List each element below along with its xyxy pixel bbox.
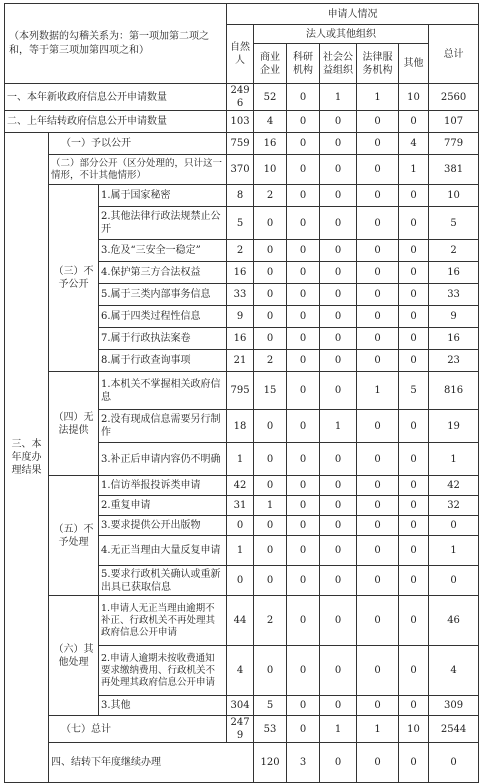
- cell: 2: [254, 596, 287, 646]
- table-row: [5, 133, 479, 155]
- cell: 0: [287, 476, 320, 496]
- cell: 816: [429, 372, 479, 410]
- row-label: 8.属于行政查询事项: [99, 350, 227, 372]
- cell: 0: [320, 350, 357, 372]
- cell: 2496: [227, 84, 254, 111]
- cell: 31: [227, 496, 254, 516]
- row-label: （一）予以公开: [49, 133, 227, 155]
- row-label: 四、结转下年度继续办理: [49, 743, 254, 783]
- row-label: （二）部分公开（区分处理的，只计这一情形，不计其他情形）: [49, 155, 227, 185]
- cell: 381: [429, 155, 479, 185]
- cell: 0: [254, 306, 287, 328]
- row-label: 二、上年结转政府信息公开申请数量: [5, 111, 227, 133]
- cell: 16: [227, 262, 254, 284]
- cell: 0: [399, 284, 429, 306]
- table-row: [5, 155, 479, 185]
- cell: 23: [429, 350, 479, 372]
- cell: 0: [287, 207, 320, 240]
- cell: 0: [287, 306, 320, 328]
- cell: 33: [227, 284, 254, 306]
- cell: 4: [254, 111, 287, 133]
- cell: 0: [287, 111, 320, 133]
- table-row: [5, 596, 479, 646]
- cell: 0: [320, 496, 357, 516]
- row-label: 3.其他: [99, 696, 227, 716]
- cell: 1: [399, 155, 429, 185]
- cell: 16: [254, 133, 287, 155]
- cell: 0: [287, 536, 320, 566]
- cell: 0: [287, 155, 320, 185]
- applicant-header: 申请人情况: [227, 4, 479, 25]
- cell: 0: [287, 84, 320, 111]
- cell: 0: [399, 443, 429, 476]
- section-3-label: 三、本年度办理结果: [5, 133, 49, 783]
- cell: 2: [254, 350, 287, 372]
- cell: 0: [254, 410, 287, 443]
- research-header: 科研机构: [287, 44, 320, 84]
- cell: 16: [429, 328, 479, 350]
- cell: 0: [399, 240, 429, 262]
- cell: 0: [287, 350, 320, 372]
- cell: 4: [227, 646, 254, 696]
- cell: 46: [429, 596, 479, 646]
- cell: 10: [399, 716, 429, 743]
- natural-person-header: 自然人: [227, 25, 254, 84]
- group-label: （五）不予处理: [49, 476, 99, 596]
- cell: 370: [227, 155, 254, 185]
- cell: 0: [320, 155, 357, 185]
- cell: 107: [429, 111, 479, 133]
- group-label: （四）无法提供: [49, 372, 99, 476]
- cell: 0: [254, 328, 287, 350]
- cell: 0: [287, 596, 320, 646]
- cell: 120: [254, 743, 287, 783]
- cell: 0: [287, 696, 320, 716]
- row-label: 1.本机关不掌握相关政府信息: [99, 372, 227, 410]
- cell: 0: [399, 476, 429, 496]
- cell: 0: [320, 443, 357, 476]
- cell: 304: [227, 696, 254, 716]
- cell: 0: [429, 516, 479, 536]
- table-row: [5, 743, 479, 783]
- cell: 0: [320, 133, 357, 155]
- cell: 0: [254, 284, 287, 306]
- cell: 2479: [227, 716, 254, 743]
- cell: 0: [357, 410, 399, 443]
- cell: 0: [287, 262, 320, 284]
- cell: 0: [357, 496, 399, 516]
- cell: 1: [320, 410, 357, 443]
- cell: 0: [287, 328, 320, 350]
- cell: 103: [227, 111, 254, 133]
- cell: 16: [429, 262, 479, 284]
- cell: 0: [287, 410, 320, 443]
- cell: 15: [254, 372, 287, 410]
- cell: 0: [357, 133, 399, 155]
- row-label: 2.没有现成信息需要另行制作: [99, 410, 227, 443]
- cell: 0: [357, 328, 399, 350]
- cell: 0: [357, 443, 399, 476]
- cell: 33: [429, 284, 479, 306]
- cell: 2: [227, 240, 254, 262]
- table-row: [5, 84, 479, 111]
- cell: 0: [399, 596, 429, 646]
- row-label: 3.要求提供公开出版物: [99, 516, 227, 536]
- row-label: 一、本年新收政府信息公开申请数量: [5, 84, 227, 111]
- cell: 0: [287, 372, 320, 410]
- cell: 10: [399, 84, 429, 111]
- row-label: 1.信访举报投诉类申请: [99, 476, 227, 496]
- cell: 0: [357, 284, 399, 306]
- cell: 0: [227, 566, 254, 596]
- cell: 2560: [429, 84, 479, 111]
- cell: 0: [399, 185, 429, 207]
- cell: 0: [320, 536, 357, 566]
- row-label: 1.属于国家秘密: [99, 185, 227, 207]
- cell: 0: [357, 696, 399, 716]
- cell: 1: [357, 716, 399, 743]
- cell: 0: [287, 646, 320, 696]
- cell: 0: [399, 410, 429, 443]
- cell: 10: [429, 185, 479, 207]
- cell: 0: [399, 516, 429, 536]
- row-label: 6.属于四类过程性信息: [99, 306, 227, 328]
- cell: 0: [357, 743, 399, 783]
- cell: 0: [399, 262, 429, 284]
- cell: 0: [320, 262, 357, 284]
- cell: 4: [429, 646, 479, 696]
- cell: 1: [227, 443, 254, 476]
- table-row: [5, 716, 479, 743]
- cell: 0: [399, 328, 429, 350]
- cell: 0: [287, 566, 320, 596]
- cell: 0: [320, 743, 357, 783]
- cell: 1: [429, 443, 479, 476]
- row-label: 5.属于三类内部事务信息: [99, 284, 227, 306]
- cell: 0: [399, 111, 429, 133]
- cell: 0: [320, 306, 357, 328]
- cell: 779: [429, 133, 479, 155]
- cell: 1: [357, 84, 399, 111]
- cell: 0: [357, 185, 399, 207]
- cell: 0: [399, 646, 429, 696]
- cell: 2544: [429, 716, 479, 743]
- table-row: [5, 185, 479, 207]
- cell: 0: [357, 536, 399, 566]
- cell: 4: [399, 133, 429, 155]
- cell: 0: [320, 185, 357, 207]
- cell: 16: [227, 328, 254, 350]
- cell: 0: [429, 743, 479, 783]
- cell: 0: [287, 133, 320, 155]
- cell: 0: [254, 566, 287, 596]
- cell: 0: [399, 496, 429, 516]
- cell: 5: [254, 696, 287, 716]
- cell: 0: [357, 350, 399, 372]
- cell: 309: [429, 696, 479, 716]
- cell: 1: [357, 372, 399, 410]
- cell: 9: [227, 306, 254, 328]
- cell: 3: [287, 743, 320, 783]
- cell: 0: [320, 284, 357, 306]
- cell: 9: [429, 306, 479, 328]
- cell: 2: [254, 185, 287, 207]
- cell: 0: [287, 443, 320, 476]
- row-label: 2.重复申请: [99, 496, 227, 516]
- cell: 0: [320, 596, 357, 646]
- cell: 0: [320, 372, 357, 410]
- cell: 0: [320, 516, 357, 536]
- row-label: 4.无正当理由大量反复申请: [99, 536, 227, 566]
- cell: 0: [357, 262, 399, 284]
- cell: 0: [254, 262, 287, 284]
- social-header: 社会公益组织: [320, 44, 357, 84]
- row-label: 3.补正后申请内容仍不明确: [99, 443, 227, 476]
- cell: 0: [287, 496, 320, 516]
- cell: 0: [357, 476, 399, 496]
- cell: 0: [357, 596, 399, 646]
- table-row: [5, 476, 479, 496]
- row-label: 2.申请人逾期未按收费通知要求缴纳费用、行政机关不再处理其政府信息公开申请: [99, 646, 227, 696]
- cell: 1: [320, 716, 357, 743]
- cell: 0: [287, 516, 320, 536]
- cell: 44: [227, 596, 254, 646]
- cell: 0: [254, 536, 287, 566]
- cell: 0: [254, 240, 287, 262]
- cell: 0: [399, 743, 429, 783]
- cell: 0: [320, 111, 357, 133]
- cell: 0: [399, 207, 429, 240]
- cell: 42: [227, 476, 254, 496]
- cell: 0: [429, 566, 479, 596]
- cell: 0: [320, 566, 357, 596]
- group-label: （六）其他处理: [49, 596, 99, 716]
- cell: 0: [357, 240, 399, 262]
- cell: 0: [254, 646, 287, 696]
- cell: 5: [227, 207, 254, 240]
- total-header: 总计: [429, 25, 479, 84]
- cell: 0: [399, 696, 429, 716]
- row-label: 5.要求行政机关确认或重新出具已获取信息: [99, 566, 227, 596]
- cell: 21: [227, 350, 254, 372]
- cell: 19: [429, 410, 479, 443]
- cell: 0: [254, 207, 287, 240]
- cell: 0: [399, 536, 429, 566]
- relation-note: （本列数据的勾稽关系为：第一项加第二项之和，等于第三项加第四项之和）: [5, 4, 227, 84]
- cell: 0: [357, 646, 399, 696]
- cell: 53: [254, 716, 287, 743]
- cell: 0: [357, 155, 399, 185]
- cell: 18: [227, 410, 254, 443]
- cell: 0: [320, 207, 357, 240]
- cell: 0: [357, 566, 399, 596]
- cell: 32: [429, 496, 479, 516]
- cell: 0: [320, 696, 357, 716]
- table-row: [5, 111, 479, 133]
- cell: 0: [320, 328, 357, 350]
- commercial-header: 商业企业: [254, 44, 287, 84]
- cell: 0: [254, 516, 287, 536]
- cell: 1: [320, 84, 357, 111]
- cell: 5: [399, 372, 429, 410]
- cell: 1: [254, 496, 287, 516]
- cell: 0: [287, 716, 320, 743]
- cell: 0: [254, 476, 287, 496]
- cell: 0: [357, 207, 399, 240]
- cell: 795: [227, 372, 254, 410]
- row-label: 7.属于行政执法案卷: [99, 328, 227, 350]
- row-label: （七）总计: [49, 716, 227, 743]
- cell: 0: [399, 306, 429, 328]
- cell: 0: [287, 284, 320, 306]
- row-label: 1.申请人无正当理由逾期不补正、行政机关不再处理其政府信息公开申请: [99, 596, 227, 646]
- cell: 0: [320, 240, 357, 262]
- cell: 0: [320, 646, 357, 696]
- other-header: 其他: [399, 44, 429, 84]
- cell: 1: [227, 536, 254, 566]
- legal-org-header: 法人或其他组织: [254, 25, 429, 44]
- cell: 0: [227, 516, 254, 536]
- cell: 0: [254, 443, 287, 476]
- cell: 42: [429, 476, 479, 496]
- cell: 10: [254, 155, 287, 185]
- row-label: 2.其他法律行政法规禁止公开: [99, 207, 227, 240]
- cell: 8: [227, 185, 254, 207]
- legal-service-header: 法律服务机构: [357, 44, 399, 84]
- cell: 0: [287, 185, 320, 207]
- group-label: （三）不予公开: [49, 185, 99, 372]
- cell: 0: [357, 306, 399, 328]
- cell: 0: [320, 476, 357, 496]
- table-row: [5, 372, 479, 410]
- cell: 2: [429, 240, 479, 262]
- row-label: 4.保护第三方合法权益: [99, 262, 227, 284]
- cell: 5: [429, 207, 479, 240]
- row-label: 3.危及“三安全一稳定”: [99, 240, 227, 262]
- gov-info-disclosure-table: [4, 3, 479, 783]
- cell: 1: [429, 536, 479, 566]
- cell: 0: [287, 240, 320, 262]
- cell: 52: [254, 84, 287, 111]
- cell: 0: [399, 350, 429, 372]
- cell: 0: [357, 516, 399, 536]
- cell: 0: [357, 111, 399, 133]
- cell: 0: [399, 566, 429, 596]
- cell: 759: [227, 133, 254, 155]
